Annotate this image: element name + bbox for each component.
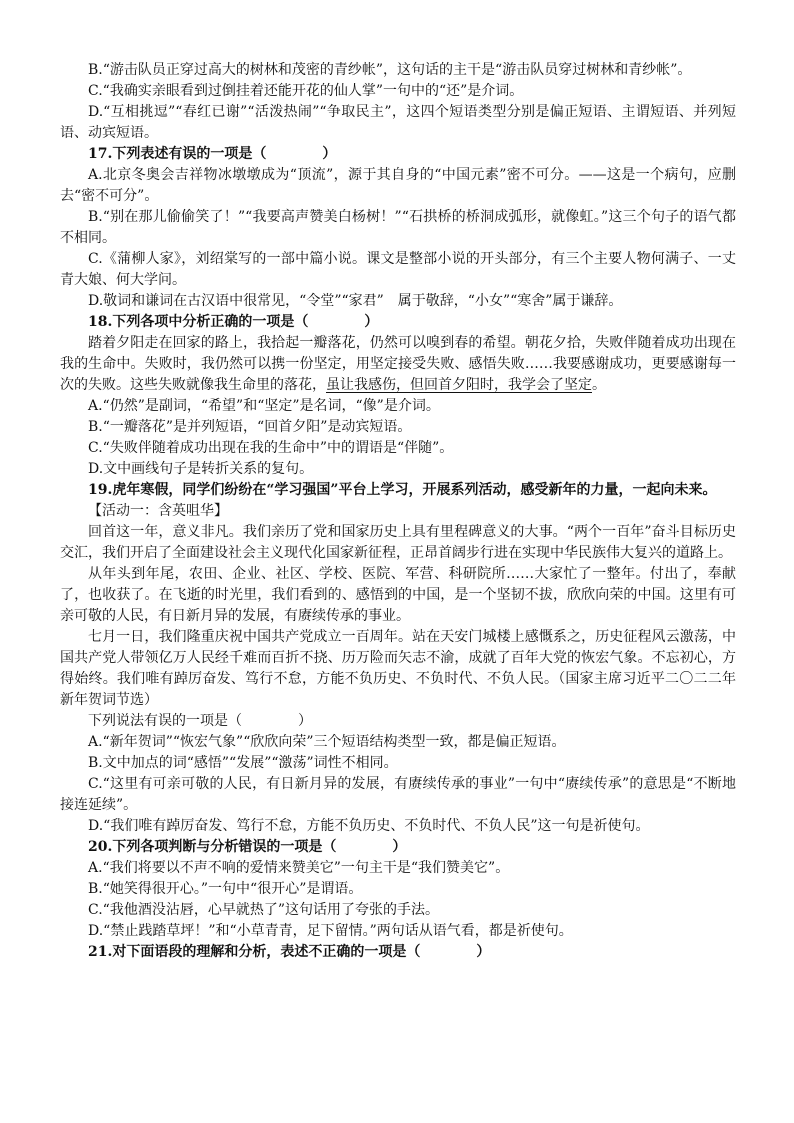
underlined-sentence: 虽让我感伤，但回首夕阳时，我学会了坚定 bbox=[326, 377, 592, 393]
passage-19-p1: 回首这一年，意义非凡。我们亲历了党和国家历史上具有里程碑意义的大事。“两个一百年”奋斗目标历史交汇，我们开启了全面建设社会主义现代化国家新征程，正昂首阔步行进在实现中华民族伟大复兴的道路上。 bbox=[60, 524, 736, 561]
option-18a: A.“仍然”是副词，“希望”和“坚定”是名词，“像”是介词。 bbox=[88, 398, 440, 414]
option-17b: B.“别在那儿偷偷笑了！”“我要高声赞美白杨树！”“石拱桥的桥洞成弧形，就像虹。”这三个句子的语气都不相同。 bbox=[60, 209, 736, 246]
question-17: 17.下列表述有误的一项是（ ） bbox=[88, 146, 337, 162]
option-18c: C.“失败伴随着成功出现在我的生命中”中的谓语是“伴随”。 bbox=[88, 440, 454, 456]
option-20a: A.“我们将要以不声不响的爱情来赞美它”一句主干是“我们赞美它”。 bbox=[88, 860, 510, 876]
passage-19-p2: 从年头到年尾，农田、企业、社区、学校、医院、军营、科研院所……大家忙了一整年。付出了，奉献了，也收获了。在飞逝的时光里，我们看到的、感悟到的中国，是一个坚韧不拔，欣欣向荣的中国。这里有可亲可敬的人民，有日新月异的发展，有赓续传承的事业。 bbox=[60, 566, 736, 624]
passage-18-text: 踏着夕阳走在回家的路上，我拾起一瓣落花，仍然可以嗅到春的希望。朝花夕拾，失败伴随着成功出现在我的生命中。失败时，我仍然可以携一份坚定，用坚定接受失败、感悟失败……我要感谢成功，更要感谢每一次的失败。这些失败就像我生命里的落花， bbox=[60, 335, 736, 393]
option-19a: A.“新年贺词”“恢宏气象”“欣欣向荣”三个短语结构类型一致，都是偏正短语。 bbox=[88, 734, 566, 750]
question-20: 20.下列各项判断与分析错误的一项是（ ） bbox=[88, 839, 407, 855]
option-16d: D.“互相挑逗”“春红已谢”“活泼热闹”“争取民主”，这四个短语类型分别是偏正短语、主谓短语、并列短语、动宾短语。 bbox=[60, 104, 736, 141]
passage-18 bbox=[60, 333, 736, 396]
option-17a: A.北京冬奥会吉祥物冰墩墩成为“顶流”，源于其自身的“中国元素”密不可分。——这是一个病句，应删去“密不可分”。 bbox=[60, 167, 736, 204]
option-19b: B.文中加点的词“感悟”“发展”“激荡”词性不相同。 bbox=[88, 755, 398, 771]
option-16c: C.“我确实亲眼看到过倒挂着还能开花的仙人掌”一句中的“还”是介词。 bbox=[88, 83, 524, 99]
question-21: 21.对下面语段的理解和分析，表述不正确的一项是（ ） bbox=[88, 944, 491, 960]
option-16b: B.“游击队员正穿过高大的树林和茂密的青纱帐”，这句话的主干是“游击队员穿过树林和青纱帐”。 bbox=[88, 62, 692, 78]
option-17c: C.《蒲柳人家》，刘绍棠写的一部中篇小说。课文是整部小说的开头部分，有三个主要人物何满子、一丈青大娘、何大学问。 bbox=[60, 251, 736, 288]
activity-heading: 【活动一：含英咀华】 bbox=[88, 503, 228, 519]
question-19: 19.虎年寒假，同学们纷纷在“学习强国”平台上学习，开展系列活动，感受新年的力量，一起向未来。 bbox=[88, 482, 717, 498]
option-20d: D.“禁止践踏草坪！”和“小草青青，足下留情。”两句话从语气看，都是祈使句。 bbox=[88, 923, 573, 939]
option-18b: B.“一瓣落花”是并列短语，“回首夕阳”是动宾短语。 bbox=[88, 419, 412, 435]
passage-19-p3: 七月一日，我们隆重庆祝中国共产党成立一百周年。站在天安门城楼上感慨系之，历史征程风云激荡，中国共产党人带领亿万人民经千难而百折不挠、历万险而矢志不渝，成就了百年大党的恢宏气象。不忘初心，方得始终。我们唯有踔厉奋发、笃行不怠，方能不负历史、不负时代、不负人民。（国家主席习近平二〇二二年新年贺词节选） bbox=[60, 629, 736, 708]
question-19-prompt: 下列说法有误的一项是（ ） bbox=[88, 713, 312, 729]
option-20b: B.“她笑得很开心。”一句中“很开心”是谓语。 bbox=[88, 881, 363, 897]
option-19c: C.“这里有可亲可敬的人民，有日新月异的发展，有赓续传承的事业”一句中“赓续传承”的意思是“不断地接连延续”。 bbox=[60, 776, 736, 813]
option-20c: C.“我他酒没沾唇，心早就热了”这句话用了夸张的手法。 bbox=[88, 902, 439, 918]
option-17d: D.敬词和谦词在古汉语中很常见，“令堂”“家君” 属于敬辞，“小女”“寒舍”属于谦辞。 bbox=[88, 293, 623, 309]
passage-18-tail: 。 bbox=[592, 377, 606, 393]
option-18d: D.文中画线句子是转折关系的复句。 bbox=[88, 461, 314, 477]
option-19d: D.“我们唯有踔厉奋发、笃行不怠，方能不负历史、不负时代、不负人民”这一句是祈使句。 bbox=[88, 818, 650, 834]
question-18: 18.下列各项中分析正确的一项是（ ） bbox=[88, 314, 379, 330]
